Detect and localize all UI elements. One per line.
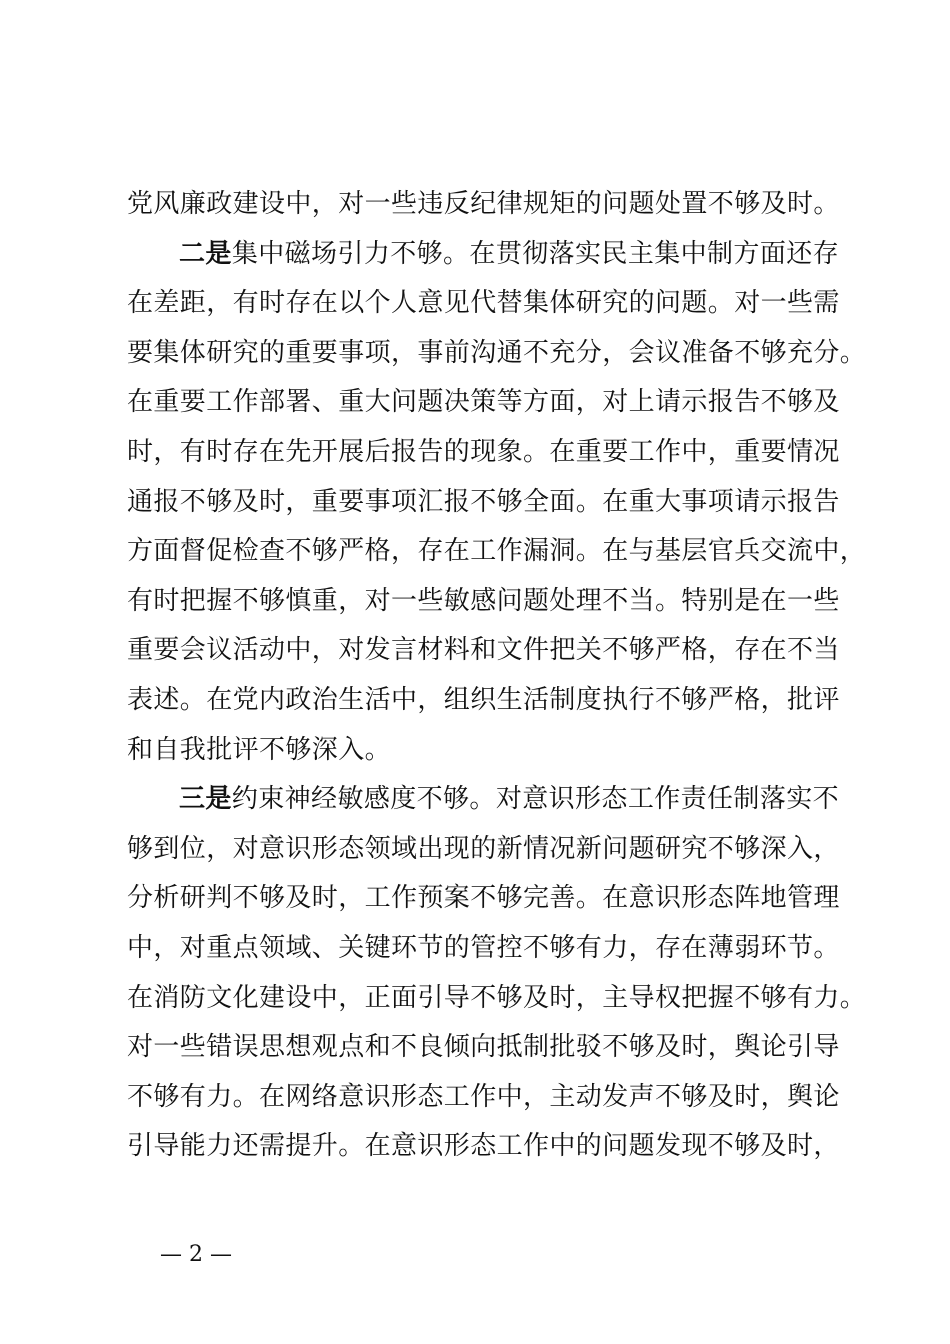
text-line bbox=[127, 1073, 867, 1123]
line-text: 在消防文化建设中，正面引导不够及时，主导权把握不够有力。 bbox=[127, 982, 867, 1013]
text-line bbox=[127, 924, 867, 974]
text-line bbox=[127, 378, 867, 428]
line-text: 不够有力。在网络意识形态工作中，主动发声不够及时，舆论 bbox=[127, 1081, 840, 1112]
text-line bbox=[127, 825, 867, 875]
text-line bbox=[127, 626, 867, 676]
line-text: 约束神经敏感度不够。对意识形态工作责任制落实不 bbox=[231, 784, 840, 815]
page-number: — 2 — bbox=[160, 1242, 232, 1267]
paragraph-start-line bbox=[127, 230, 867, 280]
text-line bbox=[127, 577, 867, 627]
line-text: 分析研判不够及时，工作预案不够完善。在意识形态阵地管理 bbox=[127, 883, 840, 914]
line-text: 在差距，有时存在以个人意见代替集体研究的问题。对一些需 bbox=[127, 288, 840, 319]
paragraph-start-line bbox=[127, 775, 867, 825]
line-text: 和自我批评不够深入。 bbox=[127, 734, 392, 765]
text-line bbox=[127, 1023, 867, 1073]
paragraph-lead: 三是 bbox=[179, 784, 232, 815]
line-text: 中，对重点领域、关键环节的管控不够有力，存在薄弱环节。 bbox=[127, 932, 840, 963]
line-text: 表述。在党内政治生活中，组织生活制度执行不够严格，批评 bbox=[127, 684, 840, 715]
line-text: 方面督促检查不够严格，存在工作漏洞。在与基层官兵交流中， bbox=[127, 536, 867, 567]
line-text: 在重要工作部署、重大问题决策等方面，对上请示报告不够及 bbox=[127, 387, 840, 418]
line-text: 集中磁场引力不够。在贯彻落实民主集中制方面还存 bbox=[231, 238, 840, 269]
text-line bbox=[127, 1122, 867, 1172]
text-line bbox=[127, 527, 867, 577]
line-text: 重要会议活动中，对发言材料和文件把关不够严格，存在不当 bbox=[127, 635, 840, 666]
text-line bbox=[127, 478, 867, 528]
line-text: 党风廉政建设中，对一些违反纪律规矩的问题处置不够及时。 bbox=[127, 189, 840, 219]
paragraph-lead: 二是 bbox=[179, 238, 232, 269]
line-text: 对一些错误思想观点和不良倾向抵制批驳不够及时，舆论引导 bbox=[127, 1032, 840, 1063]
line-text: 够到位，对意识形态领域出现的新情况新问题研究不够深入， bbox=[127, 833, 840, 864]
text-line bbox=[127, 428, 867, 478]
text-line bbox=[127, 676, 867, 726]
line-text: 时，有时存在先开展后报告的现象。在重要工作中，重要情况 bbox=[127, 436, 840, 467]
text-line bbox=[127, 874, 867, 924]
line-text: 有时把握不够慎重，对一些敏感问题处理不当。特别是在一些 bbox=[127, 585, 840, 616]
text-line bbox=[127, 279, 867, 329]
text-line bbox=[127, 329, 867, 379]
line-text: 引导能力还需提升。在意识形态工作中的问题发现不够及时， bbox=[127, 1131, 840, 1162]
text-line bbox=[127, 974, 867, 1024]
line-text: 要集体研究的重要事项，事前沟通不充分，会议准备不够充分。 bbox=[127, 337, 867, 368]
line-text: 通报不够及时，重要事项汇报不够全面。在重大事项请示报告 bbox=[127, 486, 840, 517]
text-line bbox=[127, 180, 867, 230]
body-text bbox=[127, 180, 867, 1172]
text-line bbox=[127, 726, 867, 776]
